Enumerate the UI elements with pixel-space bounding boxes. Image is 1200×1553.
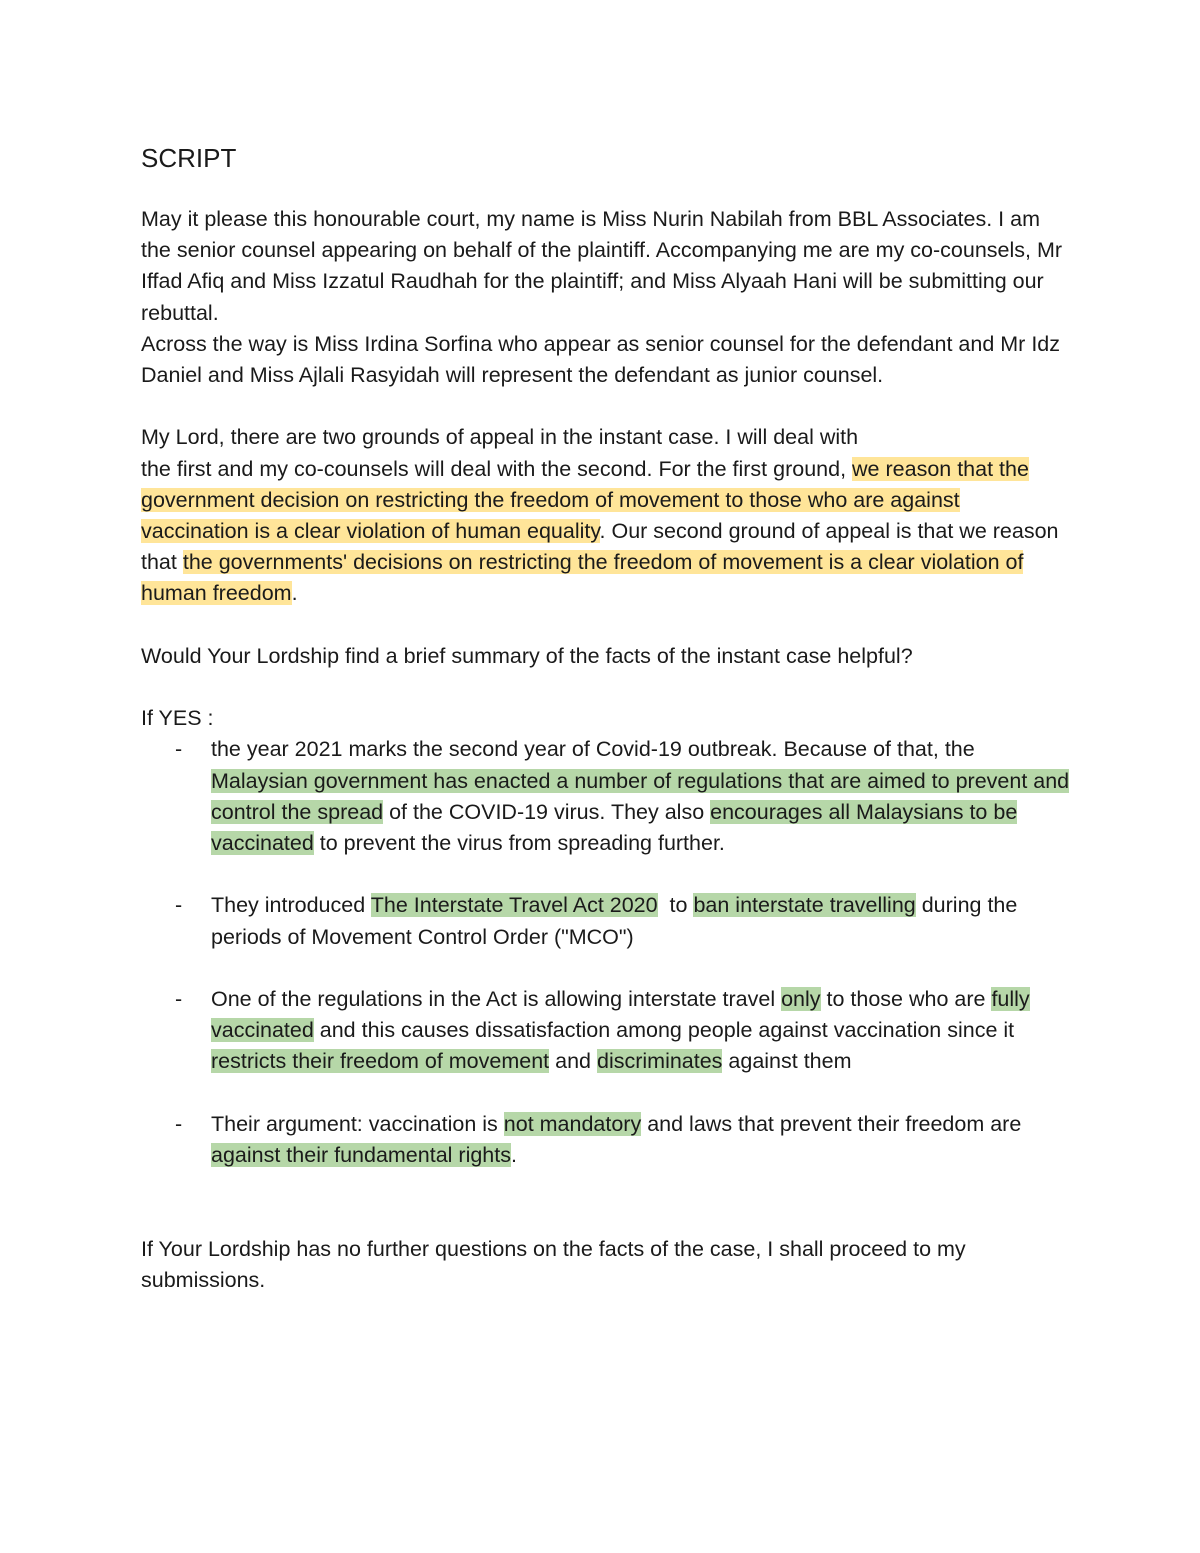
fact-text: to those who are [820, 987, 992, 1011]
intro-paragraph-defendant-counsel: Across the way is Miss Irdina Sorfina who appear as senior counsel for the defendant and Mr Idz Daniel and Miss Ajlali Rasyidah will represent the defendant as junior counsel. [141, 331, 1060, 388]
paragraph-gap [141, 391, 1071, 422]
fact-highlight: restricts their freedom of movement [211, 1049, 550, 1074]
grounds-mid-text: . Our second ground of appeal is that we reason that [141, 519, 1059, 575]
fact-highlight: encourages all Malaysians to be vaccinated [211, 799, 1018, 856]
first-ground-highlight: we reason that the government decision on restricting the freedom of movement to those who are against vaccination is a clear violation of human equality [141, 456, 1029, 544]
fact-text: to prevent the virus from spreading further. [313, 831, 725, 856]
fact-highlight: not mandatory [503, 1111, 642, 1136]
list-item [141, 890, 1071, 952]
intro-paragraph-appearances: May it please this honourable court, my name is Miss Nurin Nabilah from BBL Associates. I am the senior counsel appearing on behalf of the plaintiff. Accompanying me are my co-counsels, Mr Iffad Afiq and Miss Izzatul Raudhah for the plaintiff; and Miss Alyaah Hani will be submitting our rebuttal. [141, 207, 1063, 325]
grounds-lead-continuation: the first and my co-counsels will deal with the second. For the first ground, [141, 456, 853, 481]
second-ground-highlight: the governments' decisions on restricting the freedom of movement is a clear violation of human freedom [141, 550, 1024, 606]
list-item [141, 1109, 1071, 1171]
bullet-dash: - [175, 893, 183, 918]
fact-text: against them [722, 1049, 852, 1074]
bullet-dash: - [175, 987, 183, 1011]
closing-paragraph: If Your Lordship has no further questions on the facts of the case, I shall proceed to my submissions. [141, 1236, 966, 1292]
grounds-paragraph [141, 422, 1071, 609]
fact-highlight: ban interstate travelling [693, 893, 916, 918]
if-yes-label: If YES : [141, 706, 214, 731]
fact-text: One of the regulations in the Act is allowing interstate travel [211, 987, 782, 1011]
paragraph-gap [141, 1202, 1071, 1233]
fact-text: and [549, 1049, 597, 1074]
fact-highlight: The Interstate Travel Act 2020 [370, 893, 658, 918]
document-page [141, 140, 1071, 1296]
grounds-lead-line: My Lord, there are two grounds of appeal in the instant case. I will deal with [141, 425, 859, 450]
fact-highlight: only [781, 987, 821, 1011]
fact-text: to [657, 893, 694, 918]
paragraph-gap [141, 672, 1071, 703]
fact-highlight: fully vaccinated [211, 987, 1030, 1043]
bullet-dash: - [175, 737, 183, 762]
fact-text: and laws that prevent their freedom are [641, 1111, 1022, 1136]
bullet-dash: - [175, 1111, 183, 1136]
fact-text: during the periods of Movement Control Order ("MCO") [211, 893, 1018, 949]
fact-highlight: discriminates [596, 1049, 723, 1074]
paragraph-gap [141, 1171, 1071, 1202]
fact-text: Their argument: vaccination is [211, 1111, 504, 1136]
list-item [141, 984, 1071, 1078]
paragraph-gap [141, 610, 1071, 641]
summary-question: Would Your Lordship find a brief summary of the facts of the instant case helpful? [141, 643, 913, 668]
list-item [141, 734, 1071, 859]
facts-list [141, 734, 1071, 1171]
grounds-end-text: . [291, 581, 298, 606]
fact-text: of the COVID-19 virus. They also [383, 799, 711, 824]
fact-text: the year 2021 marks the second year of Covid-19 outbreak. Because of that, the [211, 737, 975, 762]
fact-highlight: Malaysian government has enacted a number of regulations that are aimed to prevent and control the spread [211, 768, 1070, 824]
fact-text: They introduced [211, 893, 371, 918]
document-title: SCRIPT [141, 143, 237, 173]
fact-text: and this causes dissatisfaction among people against vaccination since it [313, 1018, 1015, 1043]
fact-highlight: against their fundamental rights [211, 1143, 511, 1167]
fact-text: . [510, 1143, 517, 1167]
